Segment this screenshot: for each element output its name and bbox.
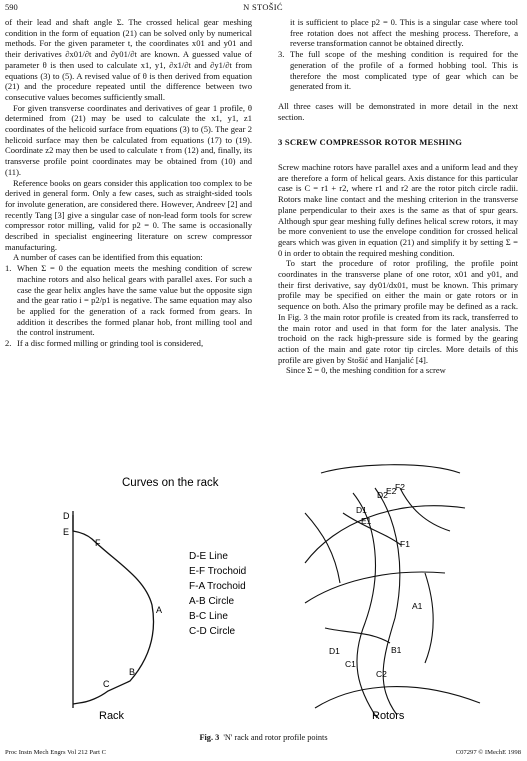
list-number: 2.	[5, 338, 12, 349]
paragraph: Since Σ = 0, the meshing condition for a screw	[286, 365, 446, 376]
page-header	[5, 2, 521, 14]
rotor-point-e2: E2	[386, 486, 397, 496]
rotor-point-d1: D1	[329, 646, 340, 656]
list-item	[278, 17, 518, 49]
rotor-profile-left	[353, 493, 377, 718]
rack-profile-curve	[73, 515, 154, 704]
legend-entry: C-D Circle	[189, 626, 236, 637]
rotor-point-f2: F2	[395, 482, 405, 492]
left-column	[5, 17, 252, 349]
rack-point-f: F	[95, 538, 101, 548]
list-text: it is sufficient to place p2 = 0. This is a singular case where tool free rotation does not affect the meshing process. Therefore, a reverse transformation cannot be obtained directly.	[290, 17, 518, 49]
rotor-point-e1: E1	[361, 516, 372, 526]
figure-3	[5, 453, 521, 735]
list-number: 3.	[278, 49, 285, 60]
figure-title: Curves on the rack	[122, 477, 219, 489]
gate-rotor-lobe	[400, 488, 450, 531]
paragraph: Reference books on gears consider this application too complex to be derived in general form. Only a few cases, such as straight-sided tools for involute generation, are considered there. However, Andreev [2] and recently Tang [3] give a singular case of non-lead form tools for screw compressor rotor milling, valid for p2 = 0. The same is occasionally described in specialist engineering literature on screw compressor manufacturing.	[5, 177, 252, 252]
main-rotor-pitch-arc	[305, 506, 465, 563]
list-item	[278, 49, 518, 92]
list-text: If a disc formed milling or grinding tool is considered,	[17, 338, 204, 349]
legend-entry: A-B Circle	[189, 596, 235, 607]
caption-number: Fig. 3	[199, 733, 220, 742]
figure-drawing	[5, 453, 521, 735]
paragraph: of their lead and shaft angle Σ. The crossed helical gear meshing condition in the form of equation (21) can be solved only by numerical methods. For the given parameter t, the coordinates x01 and y01 and their derivatives ∂x01/∂t and ∂y01/∂t are known. A guessed value of parameter θ is then used to calculate x1, y1, ∂x1/∂t and ∂y1/∂t from equations (3) to (5). A revised value of θ is then derived from equation (21) and the procedure repeated until the difference between two consecutive values becomes sufficiently small.	[5, 17, 252, 102]
list-text: The full scope of the meshing condition is required for the generation of the profile of a formed hobbing tool. This is therefore the most complicated type of gear which can be generated from it.	[290, 49, 518, 92]
legend-entry: F-A Trochoid	[189, 581, 246, 592]
paragraph: To start the procedure of rotor profiling, the profile point coordinates in the transverse plane of one rotor, x01 and y01, and their first derivative, say dy01/dx01, must be known. This primary profile may be specified on either the main or gate rotors or in sequence on both. Also the primary profile may be defined as a rack. In Fig. 3 the main rotor profile is created from its rack, transferred to the main rotor and used in that form for the later analysis. The trochoid on the rack high-pressure side is formed by the gearing action of the main and gate rotor tip circles. More details of this profile are given by Stošić and Hanjalić [4].	[278, 258, 518, 365]
running-head-author: N STOŠIĆ	[243, 2, 283, 12]
page-number: 590	[5, 2, 18, 12]
rotor-point-b1: B1	[391, 645, 402, 655]
main-rotor-lobe	[425, 573, 433, 663]
gate-rotor-lobe-left	[305, 513, 340, 583]
right-column	[278, 17, 518, 376]
paragraph: All three cases will be demonstrated in more detail in the next section.	[278, 100, 518, 122]
rotors-label: Rotors	[372, 710, 405, 722]
rack-point-c: C	[103, 679, 110, 689]
rotor-point-f1: F1	[400, 539, 410, 549]
rotor-profile-right	[375, 488, 400, 715]
footer-journal: Proc Instn Mech Engrs Vol 212 Part C	[5, 749, 107, 756]
rack-point-b: B	[129, 667, 136, 677]
figure-caption	[0, 733, 527, 742]
caption-text: 'N' rack and rotor profile points	[223, 733, 328, 742]
rotor-point-d1-top: D1	[356, 505, 367, 515]
gate-rotor-outer-circle	[321, 465, 460, 473]
rotor-point-d2: D2	[377, 490, 388, 500]
rotor-point-c1: C1	[345, 659, 356, 669]
rotor-flank-upper	[343, 513, 401, 545]
paragraph: For given transverse coordinates and derivatives of gear 1 profile, θ determined from (21) may be used to calculate the x1, y1, z1 coordinates of the helicoid surface from equations (3) to (5). The gear 2 helicoid surface may then be calculated from equations (17) to (19). Coordinate z2 may then be used to calculate τ from (12) and, finally, its transverse profile point coordinates may be obtained from (10) and (11).	[5, 102, 252, 177]
list-text: When Σ = 0 the equation meets the meshing condition of screw machine rotors and also helical gears with parallel axes. For such a case the gear helix angles have the same value but the opposite sign and the gear ratio i = p2/p1 is negative. The same equation may also be applied for the generation of a rack formed from gears. In addition it describes the formed planar hob, front milling tool and the control instrument.	[17, 263, 252, 338]
paragraph: A number of cases can be identified from this equation:	[13, 252, 203, 263]
footer-copyright: C07297 © IMechE 1998	[455, 749, 521, 756]
legend-entry: D-E Line	[189, 551, 228, 562]
rotor-point-a1: A1	[412, 601, 423, 611]
list-number: 1.	[5, 263, 12, 274]
section-heading: 3 SCREW COMPRESSOR ROTOR MESHING	[278, 137, 463, 148]
list-item	[5, 338, 252, 349]
rack-label: Rack	[99, 710, 125, 722]
case-list-continued	[278, 17, 518, 92]
rack-point-d: D	[63, 511, 70, 521]
rack-point-a: A	[156, 605, 163, 615]
case-list	[5, 263, 252, 349]
legend-entry: E-F Trochoid	[189, 566, 247, 577]
list-item	[5, 263, 252, 338]
rotor-flank-lower	[325, 628, 390, 643]
rack-point-e: E	[63, 527, 70, 537]
paragraph: Screw machine rotors have parallel axes and a uniform lead and they are therefore a form of helical gears. Axis distance for this particular case is C = r1 + r2, where r1 and r2 are the rotor pitch circle radii. Rotors make line contact and the meshing criterion in the transverse plane perpendicular to their axes is the same as that of spur gears. Although spur gear meshing fully defines helical screw rotors, it may be more convenient to use the envelope condition for crossed helical gears which was given in equation (21) and simplify it by setting Σ = 0 in order to obtain the required meshing condition.	[278, 162, 518, 258]
legend-entry: B-C Line	[189, 611, 228, 622]
rotor-point-c2: C2	[376, 669, 387, 679]
gate-rotor-lower-arc	[315, 687, 480, 708]
